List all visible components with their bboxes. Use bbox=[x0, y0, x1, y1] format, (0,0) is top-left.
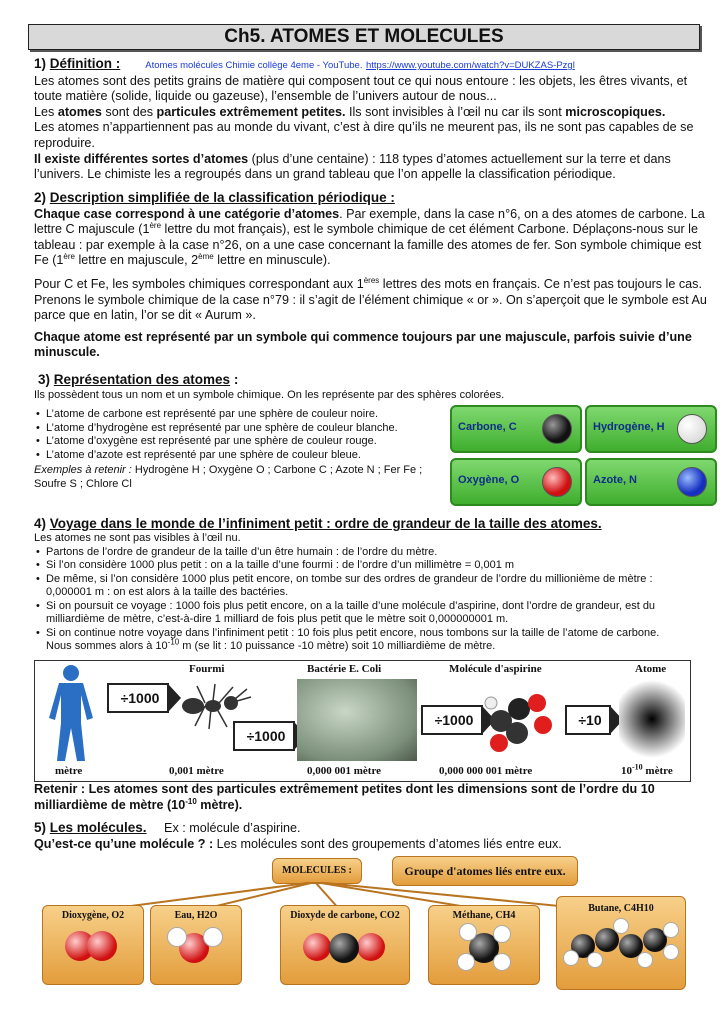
molecule-butane: Butane, C4H10 bbox=[556, 896, 686, 990]
s2-paragraph-3: Chaque atome est représenté par un symbole qui commence toujours par une majuscule, parfois suivie d’une minuscule. bbox=[34, 329, 692, 360]
molecule-water: Eau, H2O bbox=[150, 905, 242, 985]
s4-bullet-aspirin: • Si on poursuit ce voyage : 1000 fois plus petit encore, on a la taille d’une molécule d’aspirine, dont l’ordre de grandeur, est du milliardième de mètre, c’est-à-dire 1 milliard de fois plus petit que le mètre soit 0,000000001 m. bbox=[34, 600, 684, 627]
s3-bullet-list bbox=[34, 408, 424, 491]
group-definition-box: Groupe d'atomes liés entre eux. bbox=[392, 856, 578, 886]
section-1-heading: Définition : bbox=[49, 56, 121, 71]
divide-1000-arrow-3: ÷1000 bbox=[421, 705, 483, 735]
section-1-number: 1) bbox=[34, 56, 50, 71]
s4-bullet-human: • Partons de l’ordre de grandeur de la taille d’un être humain : de l’ordre du mètre. bbox=[34, 546, 684, 560]
aspirin-molecule-icon bbox=[481, 681, 561, 761]
caption-atom-size: $10^{-10}$ mètre bbox=[621, 762, 673, 777]
section-4 bbox=[34, 516, 714, 533]
caption-micrometer: 0,000 001 mètre bbox=[307, 765, 382, 777]
s1-paragraph-4: Il existe différentes sortes d’atomes (plus d’une centaine) : 118 types d’atomes actuellement sur la terre et dans l’univers. Le chimiste les a regroupés dans un grand tableau que l’on appelle la classification périodique. bbox=[34, 151, 671, 182]
s3-intro: Ils possèdent tous un nom et un symbole chimique. On les représente par des sphères colorées. bbox=[34, 388, 505, 401]
section-3-heading: Représentation des atomes bbox=[53, 372, 231, 387]
label-ant: Fourmi bbox=[189, 663, 225, 675]
s3-bullet-oxygen: • L’atome d’oxygène est représenté par une sphère de couleur rouge. bbox=[34, 435, 424, 449]
section-4-heading: Voyage dans le monde de l’infiniment petit : ordre de grandeur de la taille des atomes. bbox=[49, 516, 602, 531]
s4-bullet-atom: • Si on continue notre voyage dans l’infiniment petit : 10 fois plus petit encore, nous tombons sur la taille de l’atome de carbone. Nous sommes alors à $10^{-10}$ m (se lit : 10 puissance -10 mètre) soit 10 milliardième de mètre. bbox=[34, 627, 684, 654]
s3-bullet-nitrogen: • L’atome d’azote est représenté par une sphère de couleur bleue. bbox=[34, 449, 424, 463]
s2-paragraph-2: Pour C et Fe, les symboles chimiques correspondant aux 1ères lettres des mots en français. Ce n’est pas toujours le cas. Prenons le symbole chimique de la case n°79 : il s’agit de l’élément chimique « or ». On s’aperçoit que le symbole est Au parce que en latin, l’or se dit « Aurum ». bbox=[34, 275, 707, 323]
human-figure bbox=[41, 663, 101, 763]
s3-retain-text: Hydrogène H ; Oxygène O ; Carbone C ; Azote N ; Fer Fe ; Soufre S ; Chlore Cl bbox=[34, 464, 423, 490]
molecule-carbon-dioxide: Dioxyde de carbone, CO2 bbox=[280, 905, 410, 985]
section-2-number: 2) bbox=[34, 190, 50, 205]
carbon-sphere bbox=[542, 414, 572, 444]
section-5-heading: Les molécules. bbox=[49, 820, 147, 835]
atom-card-nitrogen: Azote, N bbox=[585, 458, 717, 506]
page-title: Ch5. ATOMES ET MOLECULES bbox=[28, 24, 700, 50]
caption-millimeter: 0,001 mètre bbox=[169, 765, 224, 777]
atom-card-carbon: Carbone, C bbox=[450, 405, 582, 453]
atom-cloud-image bbox=[619, 679, 685, 759]
s5-question: Qu’est-ce qu’une molécule ? : Les molécules sont des groupements d’atomes liés entre eux. bbox=[34, 836, 562, 851]
section-2-heading: Description simplifiée de la classification périodique : bbox=[49, 190, 395, 205]
hydrogen-sphere bbox=[677, 414, 707, 444]
atom-card-oxygen: Oxygène, O bbox=[450, 458, 582, 506]
video-link-label[interactable]: Atomes molécules Chimie collège 4eme - YouTube. bbox=[145, 60, 363, 71]
section-3-number: 3) bbox=[38, 372, 54, 387]
s1-paragraph-3: Les atomes n’appartiennent pas au monde du vivant, c’est à dire qu’ils ne meurent pas, ils ne sont pas capables de se reproduire. bbox=[34, 120, 694, 150]
section-4-number: 4) bbox=[34, 516, 50, 531]
section-5 bbox=[34, 820, 714, 852]
s1-paragraph-2: Les atomes sont des particules extrêmement petites. Ils sont invisibles à l’œil nu car ils sont microscopiques. bbox=[34, 104, 666, 119]
section-3: 3) Représentation des atomes : Ils possèdent tous un nom et un symbole chimique. On les représente par des sphères colorées. bbox=[34, 372, 714, 402]
s3-bullet-hydrogen: • L’atome d’hydrogène est représenté par une sphère de couleur blanche. bbox=[34, 422, 424, 436]
molecule-methane: Méthane, CH4 bbox=[428, 905, 540, 985]
section-1 bbox=[34, 56, 714, 183]
section-5-number: 5) bbox=[34, 820, 50, 835]
atom-card-hydrogen: Hydrogène, H bbox=[585, 405, 717, 453]
s1-paragraph-1: Les atomes sont des petits grains de matière qui composent tout ce qui nous entoure : les objets, les êtres vivants, et toute matière (solide, liquide ou gazeuse), l’ensemble de l’univers autour de nous... bbox=[34, 73, 688, 104]
s4-bullet-ant: • Si l’on considère 1000 plus petit : on a la taille d’une fourmi : de l’ordre d’un millimètre = 0,001 m bbox=[34, 559, 684, 573]
s3-retain-label: Exemples à retenir : bbox=[34, 464, 132, 476]
nitrogen-sphere bbox=[677, 467, 707, 497]
s4-retain: Retenir : Les atomes sont des particules extrêmement petites dont les dimensions sont de l’ordre du 10 milliardième de mètre ($10^{-10}$ mètre). bbox=[34, 782, 655, 812]
bacteria-image bbox=[297, 679, 417, 761]
caption-nanometer: 0,000 000 001 mètre bbox=[439, 765, 533, 777]
section-2 bbox=[34, 190, 714, 361]
video-link-url[interactable]: https://www.youtube.com/watch?v=DUKZAS-Pzgl bbox=[365, 60, 575, 71]
molecules-box: MOLECULES : bbox=[272, 858, 362, 884]
label-bacteria: Bactérie E. Coli bbox=[307, 663, 382, 675]
divide-1000-arrow-1: ÷1000 bbox=[107, 683, 169, 713]
s5-example: Ex : molécule d’aspirine. bbox=[146, 821, 301, 835]
divide-10-arrow: ÷10 bbox=[565, 705, 611, 735]
s2-paragraph-1: Chaque case correspond à une catégorie d’atomes. Par exemple, dans la case n°6, on a des atomes de carbone. La lettre C majuscule (1ère lettre du mot français), est le symbole chimique de cet élément Carbone. Déplaçons-nous sur le tableau : par exemple à la case n°26, on a une case concernant la famille des atomes de fer. Son symbole chimique est Fe (1ère lettre en majuscule, 2ème lettre en minuscule). bbox=[34, 206, 705, 268]
s4-intro: Les atomes ne sont pas visibles à l’œil nu. bbox=[34, 532, 241, 544]
s4-bullet-bacteria: • De même, si l’on considère 1000 plus petit encore, on tombe sur des ordres de grandeur de l’ordre du millionième de mètre : 0,000001 m : on est alors à la taille des bactéries. bbox=[34, 573, 684, 600]
label-aspirin: Molécule d'aspirine bbox=[449, 663, 542, 675]
divide-1000-arrow-2: ÷1000 bbox=[233, 721, 295, 751]
oxygen-sphere bbox=[542, 467, 572, 497]
s3-bullet-carbon: • L’atome de carbone est représenté par une sphère de couleur noire. bbox=[34, 408, 424, 422]
label-atom: Atome bbox=[635, 663, 667, 675]
molecule-dioxygen: Dioxygène, O2 bbox=[42, 905, 144, 985]
scale-figure bbox=[34, 660, 691, 782]
s4-body bbox=[34, 532, 684, 654]
caption-meter: mètre bbox=[55, 765, 83, 777]
